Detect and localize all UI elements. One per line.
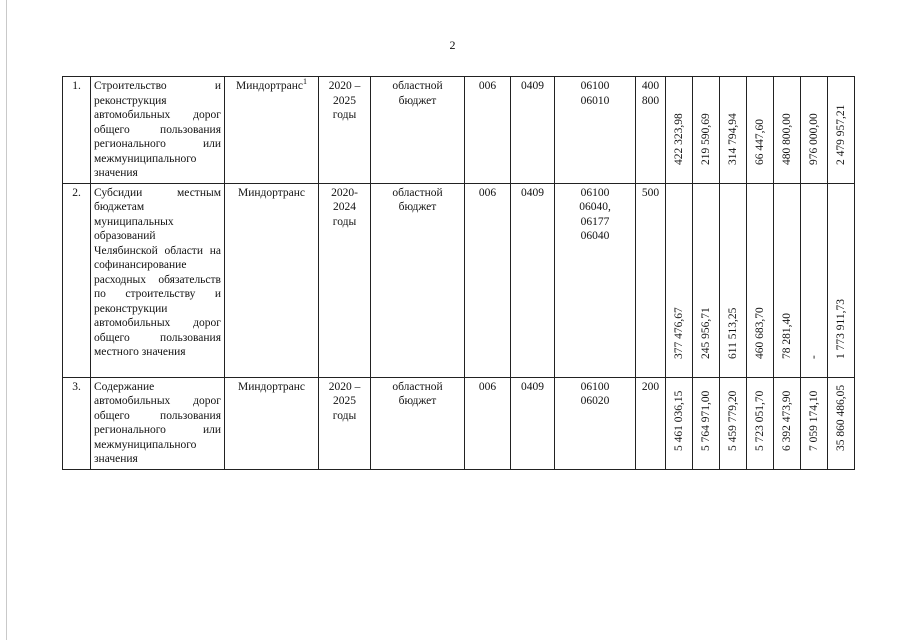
target-article-line: 06100 bbox=[580, 186, 610, 199]
period-line: годы bbox=[332, 409, 357, 422]
expense-type-line: 200 bbox=[641, 380, 660, 393]
amount-value: 377 476,67 bbox=[673, 306, 685, 359]
amount-cell bbox=[774, 77, 801, 184]
amount-value: 460 683,70 bbox=[754, 306, 766, 359]
expense-type-line: 400 bbox=[641, 80, 660, 92]
table-row bbox=[63, 377, 855, 469]
funding-source-line: областной bbox=[392, 80, 443, 92]
period-line: годы bbox=[332, 215, 357, 228]
budget-table bbox=[62, 76, 855, 470]
event-name-cell: Субсидии местным бюджетам муниципальных образований Челябинской области на софинансирование расходных обязательств по строительству и реконструкции автомобильных дорог общего пользования местного значения bbox=[91, 183, 225, 377]
amount-cell bbox=[720, 183, 747, 377]
amount-cell bbox=[828, 183, 855, 377]
period-line: 2025 bbox=[333, 94, 356, 107]
expense-type-line: 800 bbox=[641, 94, 660, 107]
amount-value: 5 764 971,00 bbox=[700, 390, 712, 451]
funding-source-line: бюджет bbox=[398, 395, 437, 407]
amount-value: 219 590,69 bbox=[700, 112, 712, 165]
amount-value: 1 773 911,73 bbox=[835, 298, 847, 359]
amount-cell bbox=[828, 377, 855, 469]
target-article-line: 06010 bbox=[580, 94, 610, 107]
amount-cell bbox=[693, 77, 720, 184]
amount-value: 78 281,40 bbox=[781, 312, 793, 359]
amount-cell bbox=[828, 77, 855, 184]
funding-source-cell bbox=[371, 77, 465, 184]
executor-cell bbox=[225, 377, 319, 469]
amount-cell bbox=[666, 183, 693, 377]
target-article-line: 06040 bbox=[580, 230, 610, 242]
amount-value: 422 323,98 bbox=[673, 112, 685, 165]
expense-type-cell bbox=[636, 377, 666, 469]
amount-value: 6 392 473,90 bbox=[781, 390, 793, 451]
period-line: 2025 bbox=[333, 395, 356, 407]
funding-source-line: областной bbox=[392, 380, 443, 393]
period-cell bbox=[319, 183, 371, 377]
amount-cell bbox=[693, 183, 720, 377]
amount-cell bbox=[801, 183, 828, 377]
target-article-line: 06020 bbox=[580, 395, 610, 407]
amount-cell bbox=[801, 377, 828, 469]
amount-value: 5 461 036,15 bbox=[673, 390, 685, 451]
amount-cell bbox=[747, 183, 774, 377]
section-code-cell: 0409 bbox=[511, 377, 555, 469]
amount-value: 976 000,00 bbox=[808, 112, 820, 165]
amount-value: 314 794,94 bbox=[727, 112, 739, 165]
table-row bbox=[63, 183, 855, 377]
period-line: 2020 – bbox=[328, 380, 361, 393]
target-article-line: 06177 bbox=[580, 215, 610, 228]
amount-value: 7 059 174,10 bbox=[808, 390, 820, 451]
amount-cell bbox=[774, 183, 801, 377]
amount-cell bbox=[693, 377, 720, 469]
amount-cell bbox=[666, 377, 693, 469]
expense-type-line: 500 bbox=[641, 186, 660, 199]
amount-value: 480 800,00 bbox=[781, 112, 793, 165]
period-cell bbox=[319, 77, 371, 184]
row-number-cell: 1. bbox=[63, 77, 91, 184]
row-number-cell: 2. bbox=[63, 183, 91, 377]
executor-name: Миндортранс bbox=[237, 186, 305, 199]
amount-value: 35 860 486,05 bbox=[835, 384, 847, 451]
period-line: 2020 – bbox=[328, 80, 361, 92]
row-number-cell: 3. bbox=[63, 377, 91, 469]
funding-source-line: областной bbox=[392, 186, 443, 199]
amount-cell bbox=[720, 77, 747, 184]
funding-source-line: бюджет bbox=[398, 94, 437, 107]
footnote-mark: 1 bbox=[303, 77, 307, 87]
target-article-cell bbox=[555, 183, 636, 377]
period-line: 2024 bbox=[333, 201, 356, 213]
amount-value: - bbox=[808, 354, 820, 359]
target-article-cell bbox=[555, 377, 636, 469]
amount-value: 66 447,60 bbox=[754, 118, 766, 165]
amount-cell bbox=[801, 77, 828, 184]
amount-cell bbox=[666, 77, 693, 184]
grbs-code-cell: 006 bbox=[465, 377, 511, 469]
event-name-cell: Строительство и реконструкция автомобильных дорог общего пользования регионального или межмуниципального значения bbox=[91, 77, 225, 184]
amount-cell bbox=[720, 377, 747, 469]
amount-cell bbox=[747, 77, 774, 184]
executor-cell bbox=[225, 77, 319, 184]
target-article-line: 06100 bbox=[580, 380, 610, 393]
executor-name: Миндортранс bbox=[235, 80, 303, 92]
amount-value: 5 723 051,70 bbox=[754, 390, 766, 451]
amount-cell bbox=[774, 377, 801, 469]
period-cell bbox=[319, 377, 371, 469]
expense-type-cell bbox=[636, 183, 666, 377]
target-article-cell bbox=[555, 77, 636, 184]
target-article-line: 06040, bbox=[579, 201, 611, 213]
event-name-cell: Содержание автомобильных дорог общего пользования регионального или межмуниципального значения bbox=[91, 377, 225, 469]
executor-cell bbox=[225, 183, 319, 377]
page-number: 2 bbox=[449, 38, 456, 52]
amount-value: 5 459 779,20 bbox=[727, 390, 739, 451]
grbs-code-cell: 006 bbox=[465, 77, 511, 184]
target-article-line: 06100 bbox=[580, 80, 610, 92]
amount-value: 611 513,25 bbox=[727, 307, 739, 359]
funding-source-cell bbox=[371, 183, 465, 377]
expense-type-cell bbox=[636, 77, 666, 184]
grbs-code-cell: 006 bbox=[465, 183, 511, 377]
period-line: 2020- bbox=[331, 186, 358, 199]
page-edge-line bbox=[6, 0, 7, 640]
amount-value: 245 956,71 bbox=[700, 306, 712, 359]
funding-source-cell bbox=[371, 377, 465, 469]
executor-name: Миндортранс bbox=[237, 380, 305, 393]
period-line: годы bbox=[332, 109, 357, 121]
table-row bbox=[63, 77, 855, 184]
amount-value: 2 479 957,21 bbox=[835, 104, 847, 165]
funding-source-line: бюджет bbox=[398, 201, 437, 213]
section-code-cell: 0409 bbox=[511, 77, 555, 184]
amount-cell bbox=[747, 377, 774, 469]
section-code-cell: 0409 bbox=[511, 183, 555, 377]
